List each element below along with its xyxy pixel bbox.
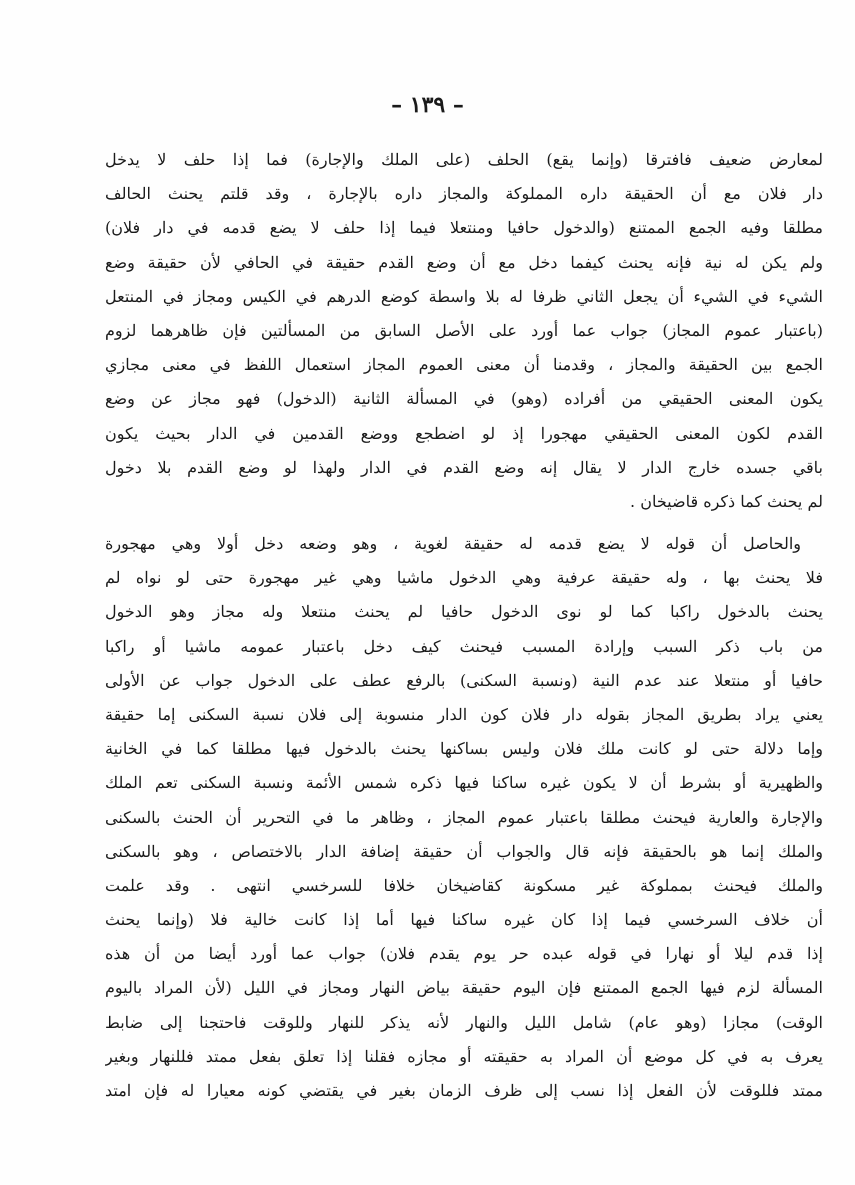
text-line: يحنث بالدخول راكبا كما لو نوى الدخول حافيا لم يحنث منتعلا وله مجاز وهو الدخول: [105, 602, 823, 622]
text-line: والملك إنما هو بالحقيقة فإنه قال والجواب أن حقيقة إضافة الدار بالاختصاص ، وهو بالسكنى: [105, 841, 823, 861]
text-line: الجمع بين الحقيقة والمجاز ، وقدمنا أن معنى العموم المجاز استعمال اللفظ في معنى مجازي: [105, 355, 823, 375]
text-line: من باب ذكر السبب وإرادة المسبب فيحنث كيف دخل باعتبار عمومه ماشيا أو راكبا: [105, 636, 823, 656]
text-line: والإجارة والعارية فيحنث مطلقا باعتبار عموم المجاز ، وظاهر ما في التحرير أن الحنث بالسكنى: [105, 807, 823, 827]
text-line: والملك فيحنث بمملوكة غير مسكونة كقاضيخان خلافا للسرخسي انتهى . وقد علمت: [105, 875, 823, 895]
text-line: يعرف به في كل موضع أن المراد به حقيقته أو مجازه فقلنا إذا تعلق بفعل ممتد فللنهار وبغير: [105, 1046, 823, 1066]
text-line: مطلقا وفيه الجمع الممتنع (والدخول حافيا ومنتعلا فيما إذا حلف لا يضع قدمه في دار فلان): [105, 218, 823, 238]
text-line: القدم لكون المعنى الحقيقي مهجورا إذ لو اضطجع ووضع القدمين في الدار بحيث يكون: [105, 423, 823, 443]
text-line: المسألة لزم فيها الجمع الممتنع فإن اليوم حقيقة بياض النهار ومجاز في الليل (لأن المراد باليوم: [105, 978, 823, 998]
text-line: (باعتبار عموم المجاز) جواب عما أورد على الأصل السابق من المسألتين فإن ظاهرهما لزوم: [105, 320, 823, 340]
text-line: باقي جسده خارج الدار لا يقال إنه وضع القدم في الدار ولهذا لو وضع القدم بلا دخول: [105, 457, 823, 477]
text-line: ولم يكن له نية فإنه يحنث كيفما دخل مع أن وضع القدم حقيقة في الحافي لأن حقيقة وضع: [105, 252, 823, 272]
text-line: ممتد فللوقت لأن الفعل إذا نسب إلى ظرف الزمان بغير في يقتضي كونه معيارا له فإن امتد: [105, 1081, 823, 1100]
page-number: – ١٣٩ –: [391, 92, 464, 118]
paragraph-1: [105, 143, 823, 519]
text-line: والظهيرية أو بشرط أن لا يكون غيره ساكنا فيها ذكره شمس الأئمة ونسبة السكنى تعم الملك: [105, 773, 823, 793]
text-line: الوقت) مجازا (وهو عام) شامل الليل والنهار لأنه يذكر للنهار وللوقت فاحتجنا إلى ضابط: [105, 1012, 823, 1032]
text-line: إذا قدم ليلا أو نهارا في قوله عبده حر يوم يقدم فلان) جواب عما أورد أيضا من أن هذه: [105, 944, 823, 964]
text-line: يكون المعنى الحقيقي من أفراده (وهو) في المسألة الثانية (الدخول) فهو مجاز عن وضع: [105, 389, 823, 409]
text-line: حافيا أو منتعلا عند عدم النية (ونسبة السكنى) بالرفع عطف على الدخول جواب عن الأولى: [105, 670, 823, 690]
text-line: يعني يراد بطريق المجاز بقوله دار فلان كون الدار منسوبة إلى فلان نسبة السكنى إما حقيقة: [105, 704, 823, 724]
text-line: لم يحنث كما ذكره قاضيخان .: [630, 491, 823, 511]
text-line: دار فلان مع أن الحقيقة داره المملوكة والمجاز داره بالإجارة ، وقد قلتم يحنث الحالف: [105, 184, 823, 204]
text-line: أن خلاف السرخسي فيما إذا كان غيره ساكنا فيها أما إذا كانت خالية فلا (وإنما يحنث: [105, 910, 823, 930]
text-line: لمعارض ضعيف فافترقا (وإنما يقع) الحلف (على الملك والإجارة) فما إذا حلف لا يدخل: [105, 150, 823, 169]
text-line: والحاصل أن قوله لا يضع قدمه له حقيقة لغوية ، وهو وضعه دخل أولا وهي مهجورة: [105, 534, 801, 553]
text-line: فلا يحنث بها ، وله حقيقة عرفية وهي الدخول ماشيا وهي غير مهجورة حتى لو نواه لم: [105, 568, 823, 588]
paragraph-2: [105, 527, 823, 1108]
text-line: وإما دلالة حتى لو كانت ملك فلان وليس بساكنها يحنث بالدخول فيها مطلقا كما في الخانية: [105, 739, 823, 759]
text-line: الشيء في الشيء أن يجعل الثاني ظرفا له بلا واسطة كوضع الدرهم في الكيس ومجاز في المنتعل: [105, 286, 823, 306]
